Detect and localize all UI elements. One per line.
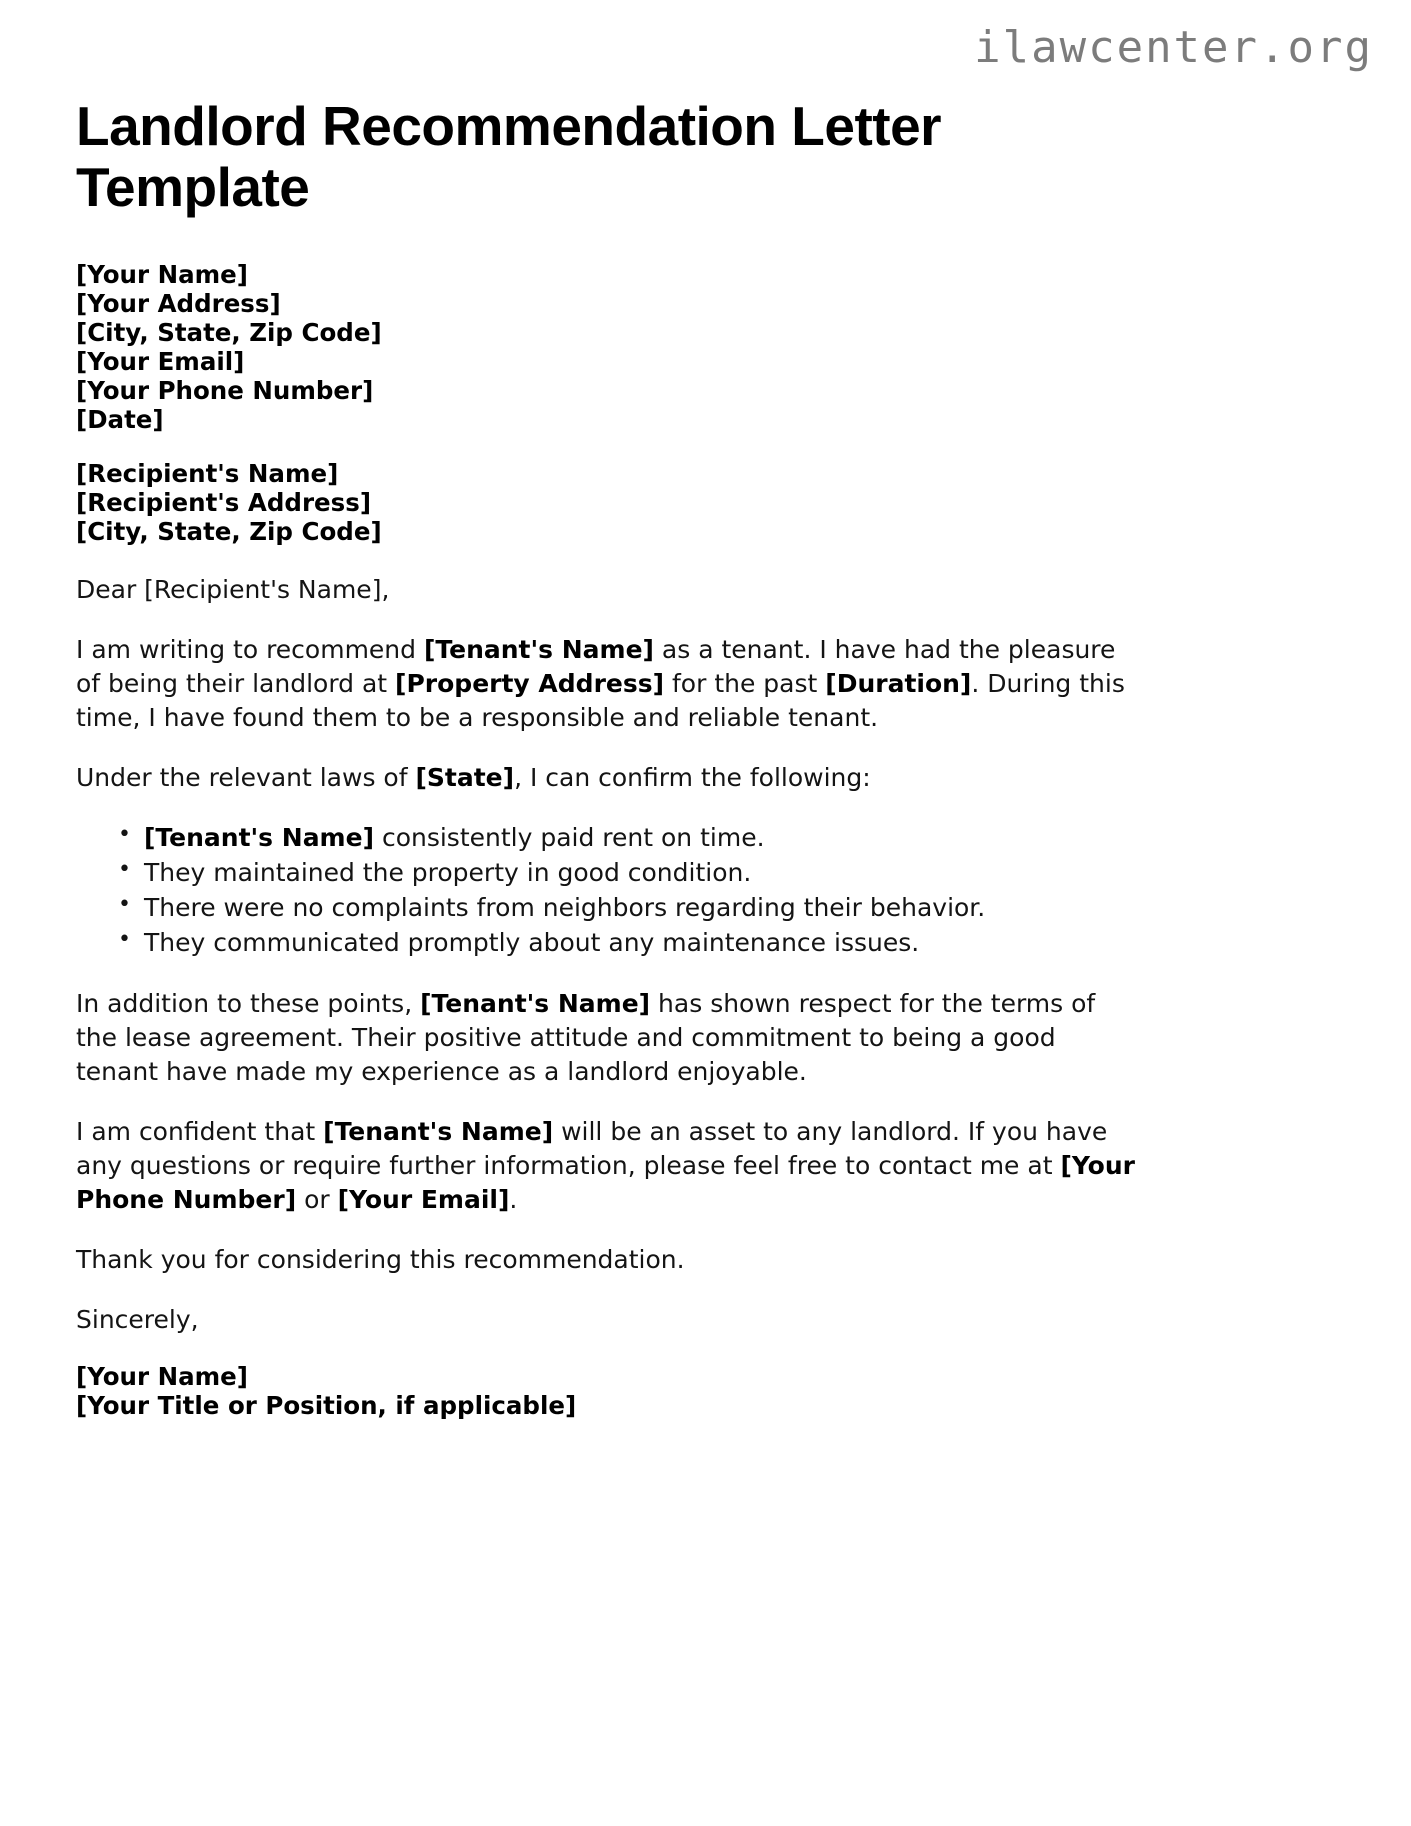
recipient-line-address: [Recipient's Address] bbox=[76, 488, 372, 518]
para4-text-1: I am confident that bbox=[76, 1117, 324, 1147]
bullet3-text: There were no complaints from neighbors regarding their behavior. bbox=[144, 893, 986, 923]
para1-placeholder-property-address: [Property Address] bbox=[395, 669, 665, 699]
sender-address-block bbox=[76, 261, 1324, 434]
recipient-line-name: [Recipient's Name] bbox=[76, 459, 339, 489]
para2-text-1: Under the relevant laws of bbox=[76, 763, 416, 793]
sender-line-city: [City, State, Zip Code] bbox=[76, 317, 382, 347]
closing-salutation: Sincerely, bbox=[76, 1305, 199, 1335]
para3-text-1: In addition to these points, bbox=[76, 989, 421, 1019]
list-item bbox=[144, 856, 1136, 889]
signature-line-name: [Your Name] bbox=[76, 1362, 248, 1392]
bullet1-placeholder-tenant-name: [Tenant's Name] bbox=[144, 823, 374, 853]
sender-line-name: [Your Name] bbox=[76, 260, 248, 289]
list-item bbox=[144, 891, 1136, 924]
para1-text-4: . During this time, I have found them to be a responsible and reliable tenant. bbox=[76, 669, 1125, 733]
para2-text-2: , I can confirm the following: bbox=[514, 763, 871, 793]
site-watermark: ilawcenter.org bbox=[974, 22, 1373, 73]
sender-line-date: [Date] bbox=[76, 404, 164, 434]
para1-text-2: as a tenant. I have had the pleasure of being their landlord at bbox=[76, 635, 1116, 699]
list-item bbox=[144, 926, 1136, 959]
signature-block bbox=[76, 1363, 1324, 1421]
letter-content bbox=[76, 96, 1324, 1421]
bullet4-text: They communicated promptly about any maintenance issues. bbox=[144, 928, 920, 958]
para4-placeholder-tenant-name: [Tenant's Name] bbox=[323, 1117, 554, 1147]
para3-text-2: has shown respect for the terms of the lease agreement. Their positive attitude and commitment to being a good tenant have made my experience as a landlord enjoyable. bbox=[76, 989, 1096, 1087]
paragraph-laws-intro bbox=[76, 761, 1136, 795]
confirmation-list bbox=[76, 821, 1136, 959]
para4-text-3: or bbox=[296, 1185, 338, 1215]
page-title: Landlord Recommendation Letter Template bbox=[76, 95, 942, 218]
para3-placeholder-tenant-name: [Tenant's Name] bbox=[420, 989, 651, 1019]
para1-placeholder-tenant-name: [Tenant's Name] bbox=[423, 635, 654, 665]
para2-placeholder-state: [State] bbox=[415, 763, 515, 793]
paragraph-intro bbox=[76, 633, 1136, 735]
sender-line-phone: [Your Phone Number] bbox=[76, 375, 374, 405]
para4-text-4: . bbox=[509, 1185, 518, 1215]
para1-placeholder-duration: [Duration] bbox=[825, 669, 972, 699]
bullet2-text: They maintained the property in good condition. bbox=[144, 858, 752, 888]
salutation: Dear [Recipient's Name], bbox=[76, 575, 390, 605]
para4-placeholder-phone-number: [Your Phone Number] bbox=[76, 1151, 1135, 1215]
sender-line-address: [Your Address] bbox=[76, 288, 281, 318]
paragraph-confidence-contact bbox=[76, 1115, 1136, 1217]
bullet1-text: consistently paid rent on time. bbox=[374, 823, 765, 853]
sender-line-email: [Your Email] bbox=[76, 346, 245, 376]
paragraph-additional-points bbox=[76, 987, 1136, 1089]
para4-text-2: will be an asset to any landlord. If you have any questions or require further information, please feel free to contact me at bbox=[76, 1117, 1108, 1181]
para4-placeholder-email: [Your Email] bbox=[337, 1185, 510, 1215]
list-item bbox=[144, 821, 1136, 854]
recipient-line-city: [City, State, Zip Code] bbox=[76, 517, 382, 547]
paragraph-thank-you: Thank you for considering this recommendation. bbox=[76, 1245, 685, 1275]
recipient-address-block bbox=[76, 460, 1324, 547]
signature-line-title: [Your Title or Position, if applicable] bbox=[76, 1391, 577, 1421]
para1-text-1: I am writing to recommend bbox=[76, 635, 424, 665]
para1-text-3: for the past bbox=[664, 669, 826, 699]
